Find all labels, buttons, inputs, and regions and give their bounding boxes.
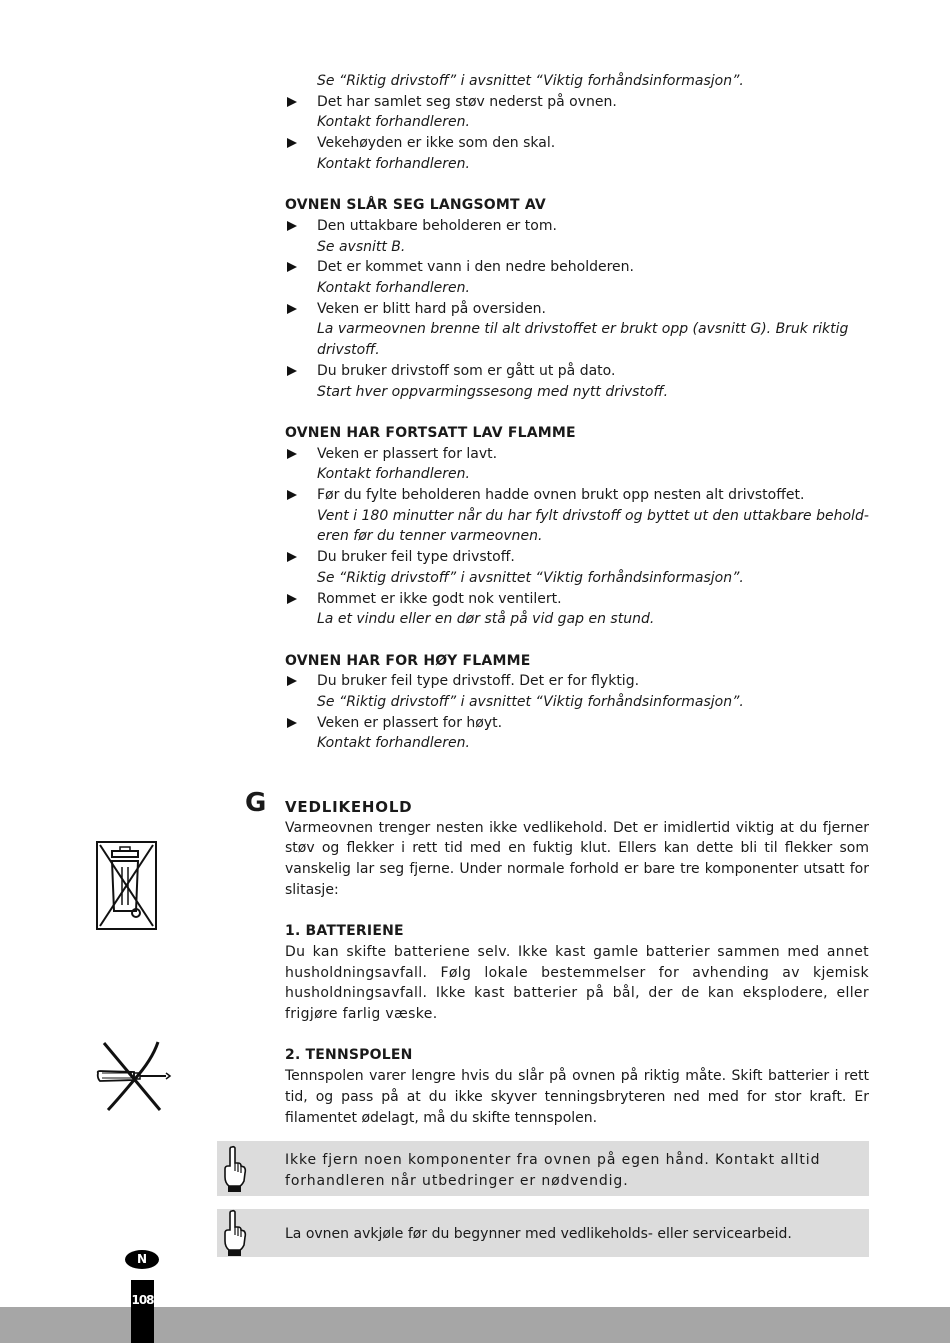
section-title: VEDLIKEHOLD (285, 798, 413, 816)
coil-heading: 2. TENNSPOLEN (285, 1047, 413, 1064)
item-text: Du bruker feil type drivstoff. Det er for flyktig. (317, 673, 640, 690)
battery-text: Du kan skifte batteriene selv. Ikke kast gamle batterier sammen med annet husholdningsavfall. Følg lokale bestemmelser for avhending av kjemisk husholdningsavfall. Ikke kast batterier på bål, der de kan eksplodere, eller frigjøre farlig væske. (285, 943, 869, 1023)
item-note: Se “Riktig drivstoff” i avsnittet “Viktig forhåndsinformasjon”. (317, 569, 744, 586)
list-item (285, 257, 869, 298)
list-item (285, 485, 869, 547)
arrow-bullet-icon (287, 97, 297, 107)
arrow-bullet-icon (287, 138, 297, 148)
arrow-bullet-icon (287, 221, 297, 231)
pointing-hand-icon (220, 1209, 248, 1257)
item-note: Kontakt forhandleren. (317, 280, 470, 297)
item-note: Se avsnitt B. (317, 238, 406, 255)
list-item (285, 444, 869, 485)
page-number: 108 (131, 1293, 154, 1307)
arrow-bullet-icon (287, 594, 297, 604)
troubleshooting-continued (285, 71, 869, 754)
list-item (285, 299, 869, 361)
item-note: La et vindu eller en dør stå på vid gap en stund. (317, 611, 655, 628)
item-note: Start hver oppvarmingssesong med nytt drivstoff. (317, 383, 669, 400)
list-item (285, 216, 869, 257)
item-text: Vekehøyden er ikke som den skal. (317, 135, 556, 152)
pointing-hand-icon (220, 1145, 248, 1193)
language-badge: N (125, 1250, 159, 1269)
item-note: Se “Riktig drivstoff” i avsnittet “Viktig forhåndsinformasjon”. (317, 694, 744, 711)
arrow-bullet-icon (287, 366, 297, 376)
item-note: Kontakt forhandleren. (317, 155, 470, 172)
list-item (285, 361, 869, 402)
arrow-bullet-icon (287, 718, 297, 728)
arrow-bullet-icon (287, 676, 297, 686)
warning-note (217, 1209, 869, 1257)
list-item (285, 589, 869, 630)
list-item (285, 713, 869, 754)
item-text: Den uttakbare beholderen er tom. (317, 217, 557, 234)
list-item (285, 671, 869, 712)
item-text: Veken er plassert for høyt. (317, 714, 503, 731)
list-item (285, 92, 869, 133)
item-text: Veken er plassert for lavt. (317, 445, 498, 462)
arrow-bullet-icon (287, 262, 297, 272)
section-letter: G (245, 788, 267, 818)
section-heading: OVNEN HAR FOR HØY FLAMME (285, 652, 531, 669)
list-item (285, 133, 869, 174)
item-note: Vent i 180 minutter når du har fylt drivstoff og byttet ut den uttakbare behold-eren før du tenner varmeovnen. (317, 507, 869, 545)
item-text: Du bruker feil type drivstoff. (317, 549, 515, 566)
arrow-bullet-icon (287, 552, 297, 562)
arrow-bullet-icon (287, 304, 297, 314)
item-note: Kontakt forhandleren. (317, 466, 470, 483)
maintenance-section (285, 797, 869, 1128)
section-heading: OVNEN SLÅR SEG LANGSOMT AV (285, 197, 546, 214)
item-text: Det har samlet seg støv nederst på ovnen. (317, 93, 617, 110)
section-heading: OVNEN HAR FORTSATT LAV FLAMME (285, 424, 576, 441)
item-note: Kontakt forhandleren. (317, 114, 470, 131)
battery-heading: 1. BATTERIENE (285, 923, 404, 940)
list-item (285, 547, 869, 588)
arrow-bullet-icon (287, 490, 297, 500)
item-text: Rommet er ikke godt nok ventilert. (317, 590, 562, 607)
item-note: Se “Riktig drivstoff” i avsnittet “Viktig forhåndsinformasjon”. (317, 73, 744, 89)
note-text: Ikke fjern noen komponenter fra ovnen på egen hånd. Kontakt alltid forhandleren når utbedringer er nødvendig. (285, 1152, 821, 1189)
crossed-out-screwdriver-icon (94, 1040, 172, 1112)
item-text: Veken er blitt hard på oversiden. (317, 300, 547, 317)
maintenance-intro: Varmeovnen trenger nesten ikke vedlikehold. Det er imidlertid viktig at du fjerner støv og flekker i rett tid med en fuktig klut. Ellers kan dette bli til flekker som vanskelig lar seg fjerne. Under normale forhold er bare tre komponenter utsatt for slitasje: (285, 819, 869, 898)
item-text: Før du fylte beholderen hadde ovnen brukt opp nesten alt drivstoffet. (317, 487, 805, 504)
warning-note (217, 1141, 869, 1196)
coil-text: Tennspolen varer lengre hvis du slår på ovnen på riktig måte. Skift batterier i rett tid, og pass på at du ikke skyver tenningsbryteren ned med for stor kraft. Er filamentet ødelagt, må du skifte tennspolen. (285, 1068, 869, 1126)
note-text: La ovnen avkjøle før du begynner med vedlikeholds- eller servicearbeid. (285, 1226, 792, 1242)
item-text: Du bruker drivstoff som er gått ut på dato. (317, 362, 616, 379)
item-note: Kontakt forhandleren. (317, 735, 470, 752)
crossed-out-wheelie-bin-icon (96, 841, 157, 930)
arrow-bullet-icon (287, 449, 297, 459)
item-note: La varmeovnen brenne til alt drivstoffet er brukt opp (avsnitt G). Bruk riktig drivstoff. (317, 321, 849, 359)
item-text: Det er kommet vann i den nedre beholderen. (317, 259, 634, 276)
